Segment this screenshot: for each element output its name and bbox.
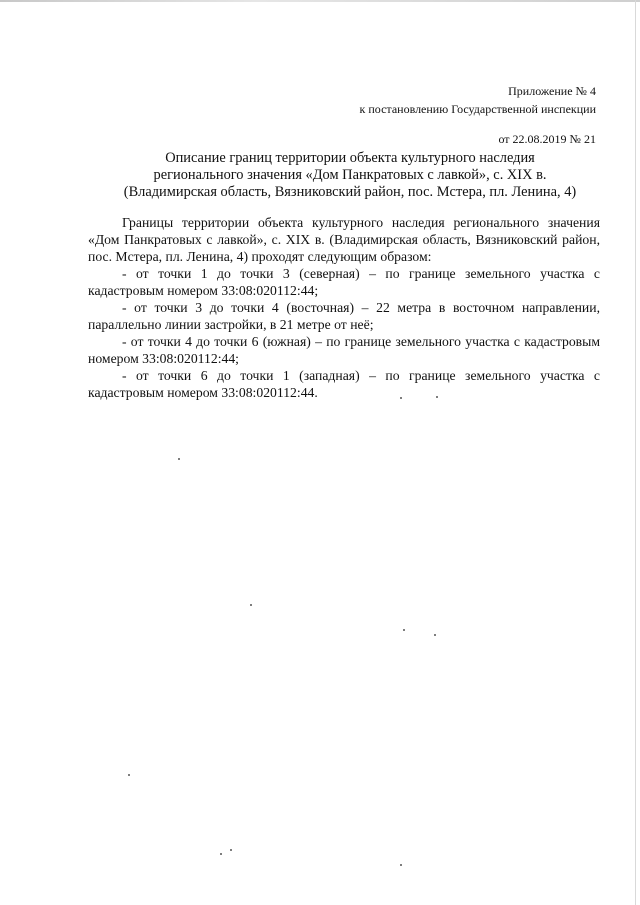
scan-speck: [436, 396, 438, 398]
appendix-number: Приложение № 4: [508, 84, 596, 98]
scan-speck: [403, 629, 405, 631]
boundary-item-east: - от точки 3 до точки 4 (восточная) – 22 метра в восточном направлении, параллельно линии застройки, в 21 метре от неё;: [88, 300, 600, 332]
document-title: [90, 150, 610, 201]
scan-right-edge: [635, 0, 636, 905]
scan-speck: [434, 634, 436, 636]
scan-speck: [230, 849, 232, 851]
boundary-item-south: - от точки 4 до точки 6 (южная) – по границе земельного участка с кадастровым номером 33:08:020112:44;: [88, 334, 600, 366]
scan-speck: [400, 397, 402, 399]
scan-top-edge: [0, 0, 640, 2]
scan-speck: [128, 774, 130, 776]
title-line-3: (Владимирская область, Вязниковский район, пос. Мстера, пл. Ленина, 4): [123, 184, 577, 200]
boundary-description: [88, 214, 600, 401]
boundary-item-north: - от точки 1 до точки 3 (северная) – по границе земельного участка с кадастровым номером 33:08:020112:44;: [88, 266, 600, 298]
appendix-header: [360, 82, 596, 148]
title-line-1: Описание границ территории объекта культурного наследия: [165, 150, 535, 166]
resolution-date-number: от 22.08.2019 № 21: [498, 132, 596, 146]
title-line-2: регионального значения «Дом Панкратовых с лавкой», с. XIX в.: [153, 167, 547, 183]
scan-speck: [220, 853, 222, 855]
scan-speck: [178, 458, 180, 460]
boundary-item-west: - от точки 6 до точки 1 (западная) – по границе земельного участка с кадастровым номером 33:08:020112:44.: [88, 368, 600, 400]
resolution-reference: к постановлению Государственной инспекции: [359, 102, 596, 116]
scan-speck: [400, 864, 402, 866]
intro-paragraph: Границы территории объекта культурного наследия регионального значения «Дом Панкратовых с лавкой», с. XIX в. (Владимирская область, Вязниковский район, пос. Мстера, пл. Ленина, 4) проходят следующим образом:: [88, 215, 600, 264]
scan-speck: [250, 604, 252, 606]
